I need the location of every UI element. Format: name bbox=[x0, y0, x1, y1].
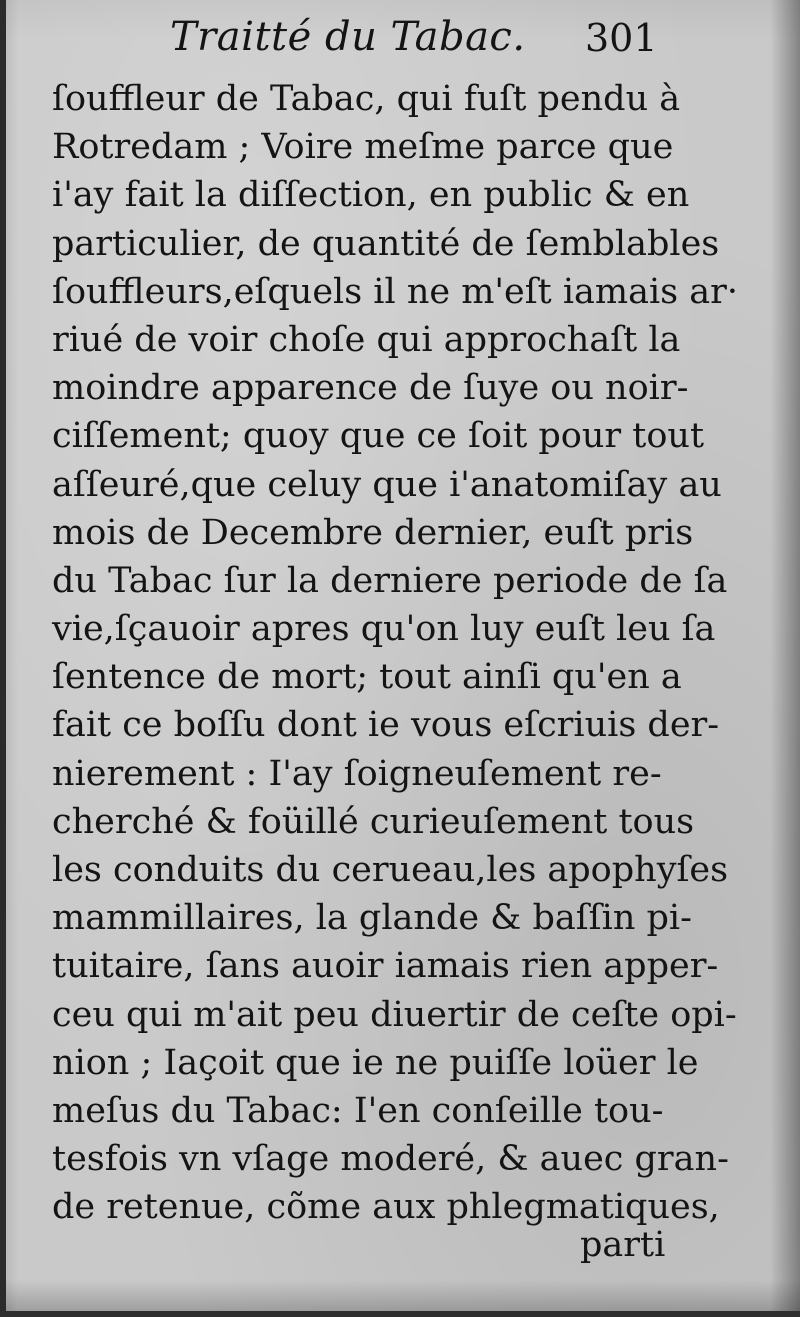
text-line: de retenue, cõme aux phlegmatiques, bbox=[52, 1187, 720, 1228]
page-bottom-shadow bbox=[0, 1311, 800, 1317]
text-line: riué de voir choſe qui approchaſt la bbox=[52, 319, 681, 360]
text-line: du Tabac ſur la derniere periode de ſa bbox=[52, 560, 728, 601]
text-line: particulier, de quantité de ſemblables bbox=[52, 223, 720, 264]
text-line: ſouffleurs,eſquels il ne m'eſt iamais ar· bbox=[52, 271, 738, 312]
page-left-shadow bbox=[0, 0, 6, 1317]
text-line: tesfois vn vſage moderé, & auec gran- bbox=[52, 1139, 729, 1180]
text-line: ceu qui m'ait peu diuertir de ceſte opi- bbox=[52, 994, 737, 1035]
text-line: ſentence de mort; tout ainſi qu'en a bbox=[52, 657, 682, 698]
catchword: parti bbox=[580, 1225, 666, 1265]
running-head bbox=[0, 14, 800, 74]
body-text bbox=[52, 75, 738, 1232]
text-line: i'ay fait la diſſection, en public & en bbox=[52, 175, 690, 216]
text-line: mammillaires, la glande & baſſin pi- bbox=[52, 898, 692, 939]
text-line: tuitaire, ſans auoir iamais rien apper- bbox=[52, 946, 719, 987]
page-number: 301 bbox=[585, 16, 658, 60]
text-line: Rotredam ; Voire meſme parce que bbox=[52, 127, 674, 168]
text-line: nierement : I'ay ſoigneuſement re- bbox=[52, 753, 662, 794]
text-line: ciſſement; quoy que ce ſoit pour tout bbox=[52, 416, 705, 457]
text-line: aſſeuré,que celuy que i'anatomiſay au bbox=[52, 464, 722, 505]
running-title: Traitté du Tabac. bbox=[170, 14, 526, 60]
text-line: vie,ſçauoir apres qu'on luy euſt leu ſa bbox=[52, 609, 716, 650]
text-line: meſus du Tabac: I'en conſeille tou- bbox=[52, 1090, 664, 1131]
text-line: mois de Decembre dernier, euſt pris bbox=[52, 512, 694, 553]
text-line: moindre apparence de ſuye ou noir- bbox=[52, 368, 689, 409]
text-line: les conduits du cerueau,les apophyſes bbox=[52, 850, 729, 890]
text-line: nion ; Iaçoit que ie ne puiſſe loüer le bbox=[52, 1042, 699, 1083]
text-line: cherché & foüillé curieuſement tous bbox=[52, 801, 695, 842]
text-line: fait ce boſſu dont ie vous eſcriuis der- bbox=[52, 705, 720, 746]
text-line: ſouffleur de Tabac, qui fuſt pendu à bbox=[52, 79, 681, 119]
